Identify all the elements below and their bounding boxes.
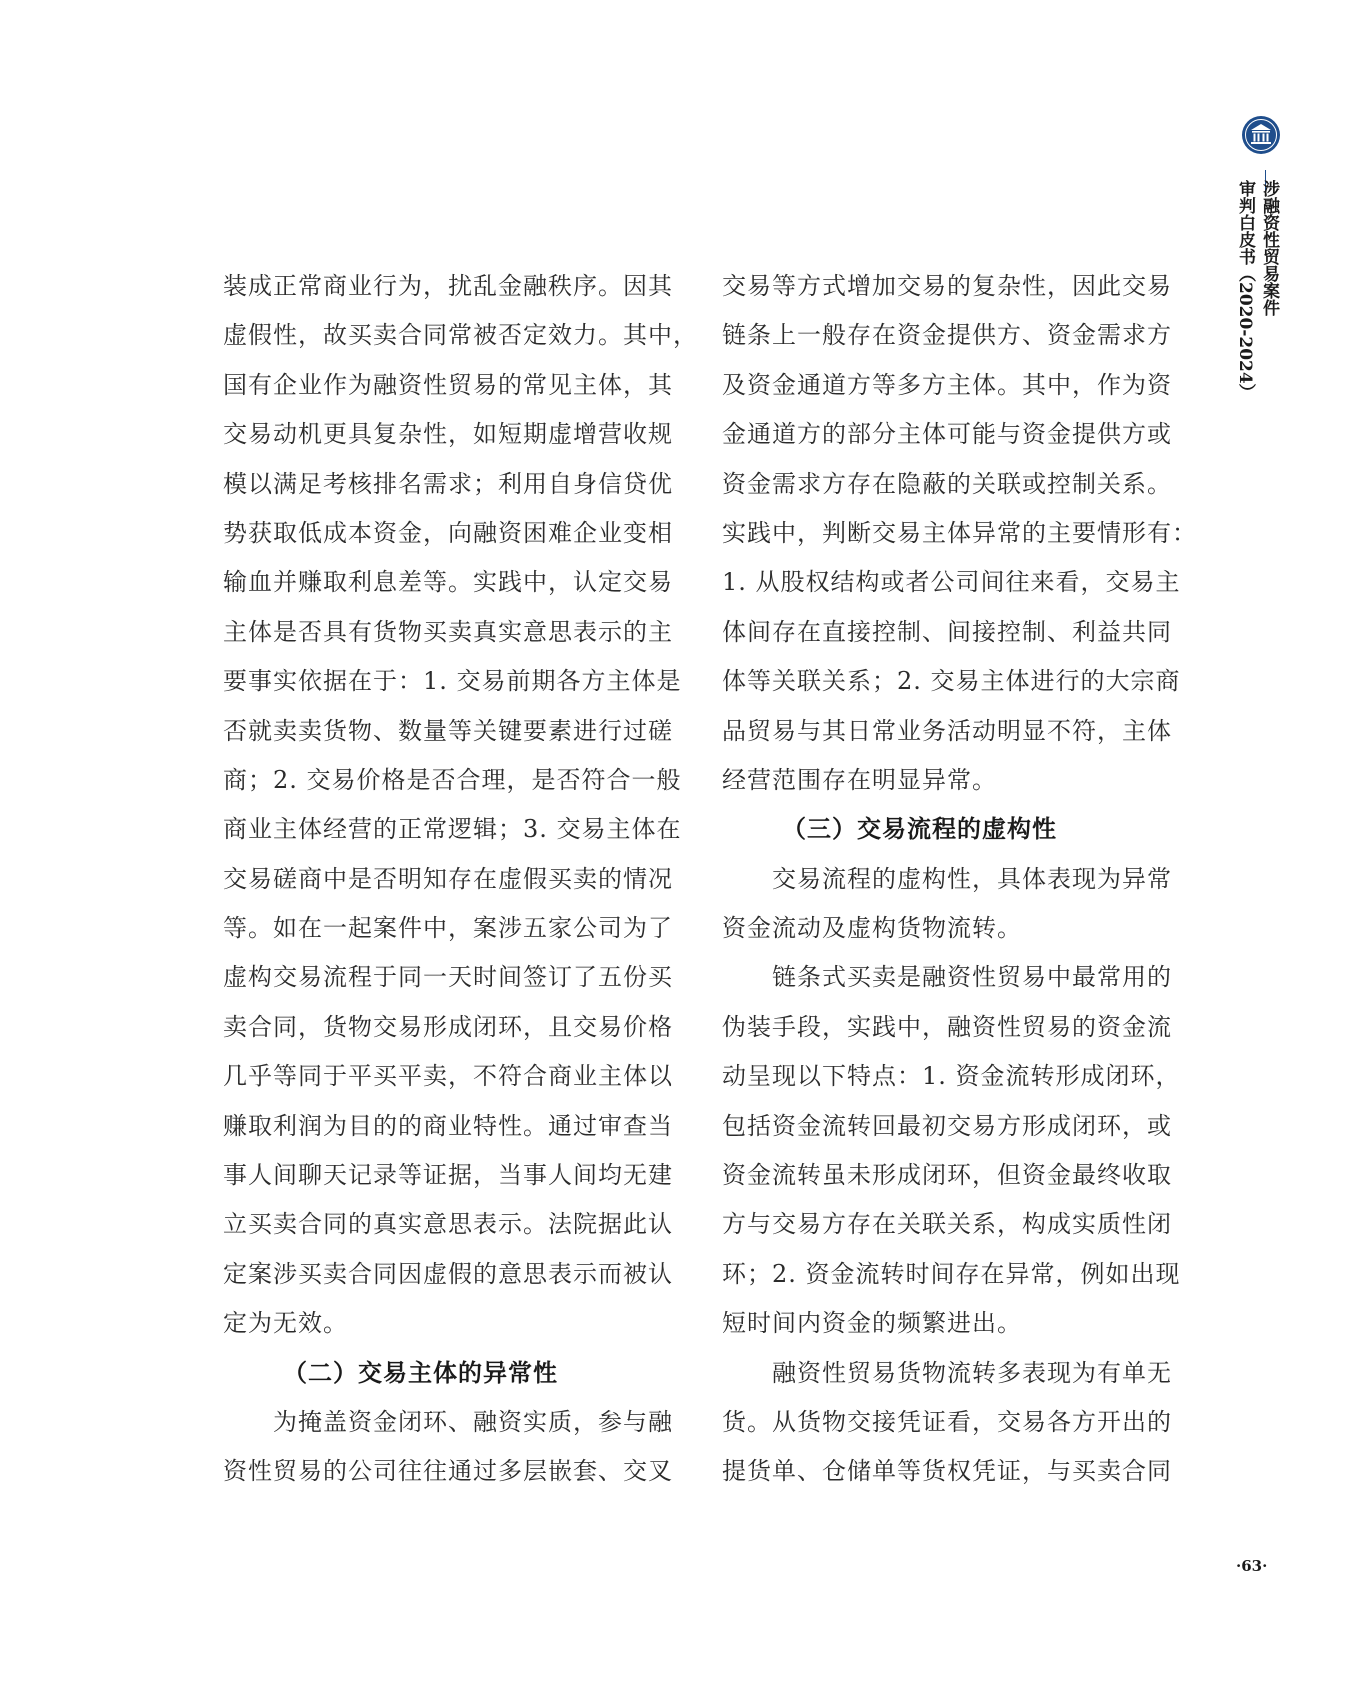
text-line: 否就卖卖货物、数量等关键要素进行过磋 (223, 716, 673, 745)
text-line: 交易流程的虚构性，具体表现为异常 (722, 864, 1172, 893)
text-line: 链条式买卖是融资性贸易中最常用的 (722, 963, 1172, 992)
text-line: 提货单、仓储单等货权凭证，与买卖合同 (722, 1457, 1172, 1486)
sidebar-title-line2: 审判白皮书（2020-2024） (1235, 180, 1255, 401)
text-line: 融资性贸易货物流转多表现为有单无 (722, 1358, 1172, 1387)
left-column (223, 262, 698, 1497)
text-line: 国有企业作为融资性贸易的常见主体，其 (223, 370, 673, 399)
text-line: 为掩盖资金闭环、融资实质，参与融 (223, 1407, 673, 1436)
text-line: 资金流转虽未形成闭环，但资金最终收取 (722, 1161, 1172, 1190)
text-line: 事人间聊天记录等证据，当事人间均无建 (223, 1161, 673, 1190)
court-building-emblem-icon (1241, 115, 1281, 155)
text-line: 链条上一般存在资金提供方、资金需求方 (722, 321, 1172, 350)
text-line: 资金需求方存在隐蔽的关联或控制关系。 (722, 469, 1172, 498)
text-line: 等。如在一起案件中，案涉五家公司为了 (223, 914, 673, 943)
text-line: 商业主体经营的正常逻辑；3. 交易主体在 (223, 815, 682, 844)
text-line: 虚假性，故买卖合同常被否定效力。其中， (223, 321, 698, 350)
text-line: 伪装手段，实践中，融资性贸易的资金流 (722, 1012, 1172, 1041)
text-line: 及资金通道方等多方主体。其中，作为资 (722, 370, 1172, 399)
text-line: 赚取利润为目的的商业特性。通过审查当 (223, 1111, 673, 1140)
text-line: 要事实依据在于：1. 交易前期各方主体是 (223, 667, 682, 696)
text-line: 经营范围存在明显异常。 (722, 765, 997, 794)
section-heading: （三）交易流程的虚构性 (782, 815, 1057, 844)
text-line: 模以满足考核排名需求；利用自身信贷优 (223, 469, 673, 498)
text-line: 卖合同，货物交易形成闭环，且交易价格 (223, 1012, 673, 1041)
text-line: 资金流动及虚构货物流转。 (722, 914, 1022, 943)
text-line: 环；2. 资金流转时间存在异常，例如出现 (722, 1259, 1181, 1288)
text-line: 体等关联关系；2. 交易主体进行的大宗商 (722, 667, 1181, 696)
text-line: 动呈现以下特点：1. 资金流转形成闭环， (722, 1062, 1181, 1091)
text-line: 实践中，判断交易主体异常的主要情形有： (722, 518, 1197, 547)
text-line: 体间存在直接控制、间接控制、利益共同 (722, 617, 1172, 646)
text-line: 立买卖合同的真实意思表示。法院据此认 (223, 1210, 673, 1239)
sidebar-title-line1: 涉融资性贸易案件 (1259, 180, 1279, 316)
page-number: ·63· (1236, 1557, 1268, 1575)
text-line: 定为无效。 (223, 1309, 348, 1338)
right-column (722, 262, 1197, 1497)
text-line: 装成正常商业行为，扰乱金融秩序。因其 (223, 272, 673, 300)
text-line: 资性贸易的公司往往通过多层嵌套、交叉 (223, 1457, 673, 1486)
text-line: 1. 从股权结构或者公司间往来看，交易主 (722, 568, 1181, 597)
text-line: 交易等方式增加交易的复杂性，因此交易 (722, 272, 1172, 300)
text-line: 输血并赚取利息差等。实践中，认定交易 (223, 568, 673, 597)
text-line: 定案涉买卖合同因虚假的意思表示而被认 (223, 1259, 673, 1288)
text-line: 包括资金流转回最初交易方形成闭环，或 (722, 1111, 1172, 1140)
text-line: 交易动机更具复杂性，如短期虚增营收规 (223, 420, 673, 449)
text-line: 品贸易与其日常业务活动明显不符，主体 (722, 716, 1172, 745)
text-line: 短时间内资金的频繁进出。 (722, 1309, 1022, 1338)
section-heading: （二）交易主体的异常性 (283, 1358, 558, 1387)
text-line: 金通道方的部分主体可能与资金提供方或 (722, 420, 1172, 449)
text-line: 货。从货物交接凭证看，交易各方开出的 (722, 1407, 1172, 1436)
text-line: 势获取低成本资金，向融资困难企业变相 (223, 518, 673, 547)
text-line: 商；2. 交易价格是否合理，是否符合一般 (223, 765, 682, 794)
text-line: 主体是否具有货物买卖真实意思表示的主 (223, 617, 673, 646)
text-line: 几乎等同于平买平卖，不符合商业主体以 (223, 1062, 673, 1091)
text-line: 方与交易方存在关联关系，构成实质性闭 (722, 1210, 1172, 1239)
text-line: 交易磋商中是否明知存在虚假买卖的情况 (223, 864, 673, 893)
text-line: 虚构交易流程于同一天时间签订了五份买 (223, 963, 673, 992)
